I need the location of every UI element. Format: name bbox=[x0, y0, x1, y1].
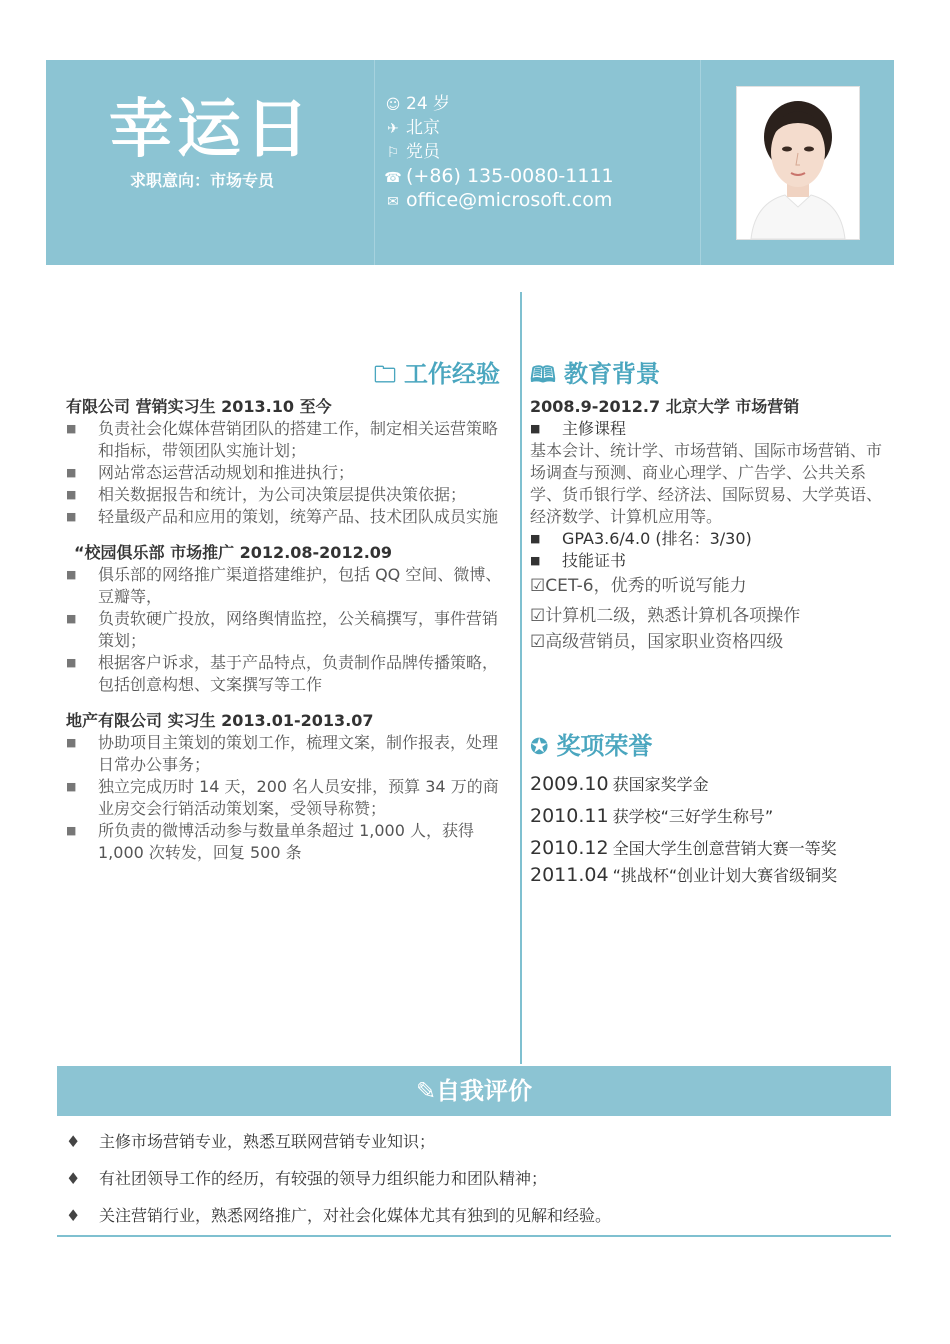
flag-icon: ⚐ bbox=[386, 145, 400, 161]
list-item: ■ 网站常态运营活动规划和推进执行； bbox=[66, 462, 512, 484]
cert-item: ☑CET-6，优秀的听说写能力 bbox=[530, 576, 747, 596]
job-title: 有限公司 营销实习生 2013.10 至今 bbox=[66, 397, 332, 416]
list-item: ■ 协助项目主策划的策划工作，梳理文案，制作报表，处理日常办公事务； bbox=[66, 732, 512, 776]
diamond-icon: ♦ bbox=[66, 1132, 81, 1151]
list-item: ♦ 主修市场营销专业，熟悉互联网营销专业知识； bbox=[66, 1130, 886, 1167]
contact-city: ✈ 北京 bbox=[384, 116, 704, 140]
list-item: ■ 负责社会化媒体营销团队的搭建工作，制定相关运营策略和指标，带领团队实施计划； bbox=[66, 418, 512, 462]
job-intent: 求职意向：市场专员 bbox=[130, 171, 275, 190]
diamond-icon: ♦ bbox=[66, 1169, 81, 1188]
smile-icon: ☺ bbox=[385, 97, 401, 113]
list-item: ■ 负责软硬广投放，网络舆情监控，公关稿撰写，事件营销策划； bbox=[66, 608, 512, 652]
contact-party: ⚐ 党员 bbox=[384, 140, 704, 164]
cert-label: ■ 技能证书 bbox=[530, 550, 886, 572]
header-divider bbox=[374, 60, 375, 265]
course-label: ■ 主修课程 bbox=[530, 418, 886, 440]
diamond-icon: ♦ bbox=[66, 1206, 81, 1225]
contact-list bbox=[384, 92, 704, 212]
cert-item: ☑计算机二级，熟悉计算机各项操作 bbox=[530, 606, 801, 626]
book-icon: 🕮 bbox=[530, 363, 556, 388]
pencil-icon: ✎ bbox=[415, 1077, 437, 1105]
column-divider bbox=[520, 292, 522, 1064]
award-item: 2009.10 获国家奖学金 bbox=[530, 773, 709, 795]
mail-icon: ✉ bbox=[387, 194, 399, 210]
list-item: ♦ 有社团领导工作的经历，有较强的领导力组织能力和团队精神； bbox=[66, 1167, 886, 1204]
list-item: ■ 独立完成历时 14 天，200 名人员安排，预算 34 万的商业房交会行销活动策划案，受领导称赞； bbox=[66, 776, 512, 820]
plane-icon: ✈ bbox=[387, 121, 399, 137]
list-item: ♦ 关注营销行业，熟悉网络推广，对社会化媒体尤其有独到的见解和经验。 bbox=[66, 1204, 886, 1241]
award-item: 2010.11 获学校“三好学生称号” bbox=[530, 805, 774, 827]
list-item: ■ 轻量级产品和应用的策划，统筹产品、技术团队成员实施 bbox=[66, 506, 512, 528]
evaluation-bar bbox=[57, 1066, 891, 1116]
contact-age: ☺ 24 岁 bbox=[384, 92, 704, 116]
award-item: 2011.04 “挑战杯“创业计划大赛省级铜奖 bbox=[530, 864, 838, 886]
work-section-title: 🗀 工作经验 bbox=[374, 360, 501, 388]
portrait-image bbox=[737, 87, 859, 239]
list-item: ■ 俱乐部的网络推广渠道搭建维护，包括 QQ 空间、微博、豆瓣等， bbox=[66, 564, 512, 608]
profile-photo bbox=[736, 86, 860, 240]
education-section-title: 🕮 教育背景 bbox=[530, 360, 660, 388]
star-badge-icon: ✪ bbox=[530, 735, 549, 760]
list-item: ■ 所负责的微博活动参与数量单条超过 1,000 人，获得 1,000 次转发，回复 500 条 bbox=[66, 820, 512, 864]
evaluation-list bbox=[66, 1130, 886, 1241]
folder-icon: 🗀 bbox=[374, 363, 397, 388]
gpa: ■ GPA3.6/4.0 (排名：3/30) bbox=[530, 528, 886, 550]
evaluation-title: ✎自我评价 bbox=[415, 1077, 533, 1105]
awards-section-title: ✪ 奖项荣誉 bbox=[530, 732, 653, 760]
job-title: 地产有限公司 实习生 2013.01-2013.07 bbox=[66, 711, 374, 730]
job-title: “校园俱乐部 市场推广 2012.08-2012.09 bbox=[74, 543, 393, 562]
contact-phone: ☎ (+86) 135-0080-1111 bbox=[384, 164, 704, 188]
work-experience bbox=[66, 396, 512, 864]
list-item: ■ 相关数据报告和统计，为公司决策层提供决策依据； bbox=[66, 484, 512, 506]
candidate-name: 幸运日 bbox=[109, 93, 313, 167]
phone-icon: ☎ bbox=[384, 170, 402, 186]
education-heading: 2008.9-2012.7 北京大学 市场营销 bbox=[530, 397, 800, 416]
awards bbox=[530, 772, 886, 895]
course-list: 基本会计、统计学、市场营销、国际市场营销、市场调查与预测、商业心理学、广告学、公共关系学、货币银行学、经济法、国际贸易、大学英语、经济数学、计算机应用等。 bbox=[530, 441, 883, 526]
contact-email[interactable]: ✉ office@microsoft.com bbox=[384, 188, 704, 212]
cert-item: ☑高级营销员，国家职业资格四级 bbox=[530, 632, 784, 652]
bottom-rule bbox=[57, 1235, 891, 1237]
header-banner bbox=[46, 60, 894, 265]
award-item: 2010.12 全国大学生创意营销大赛一等奖 bbox=[530, 837, 837, 859]
list-item: ■ 根据客户诉求，基于产品特点，负责制作品牌传播策略，包括创意构想、文案撰写等工作 bbox=[66, 652, 512, 696]
education bbox=[530, 396, 886, 654]
